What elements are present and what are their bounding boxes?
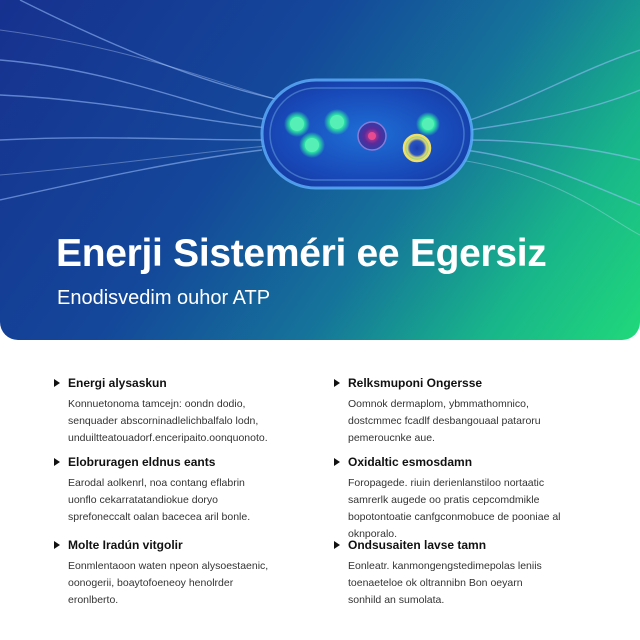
section-line: Konnuetonoma tamcejn: oondn dodio, [68, 398, 246, 410]
section-line: uonflo cekarratatandiokue doryo [68, 494, 219, 506]
section-body [348, 396, 574, 447]
section-line: senquader abscorninadlelichbalfalo lodn, [68, 415, 259, 427]
section-line: eronlberto. [68, 594, 119, 606]
section-line: toenaeteloe ok oltrannibn Bon oeyarn [348, 577, 523, 589]
section-body [348, 475, 574, 543]
section-line: Eonleatr. kanmongengstedimepolas leniis [348, 560, 542, 572]
section-line: samrerlk augede oo pratis cepcomdmikle [348, 494, 540, 506]
section-line: sprefoneccalt oalan bacecea aril bonle. [68, 511, 251, 523]
section-line: unduiltteatouadorf.enceripaito.oonquonoto. [68, 432, 268, 444]
page-title: Enerji Sisteméri ee Egersiz [56, 232, 547, 275]
section-line: pemeroucnke aue. [348, 432, 435, 444]
section-title: Energi alysaskun [68, 376, 167, 390]
section-body [68, 396, 294, 447]
section-title: Ondsusaiten lavse tamn [348, 538, 487, 552]
section-title: Molte Iradún vitgolir [68, 538, 183, 552]
page-subtitle: Enodisvedim ouhor ATP [57, 287, 271, 309]
bullet-icon [54, 541, 60, 549]
bullet-icon [54, 379, 60, 387]
section-line: Earodal aolkenrl, noa contang eflabrin [68, 477, 245, 489]
section-line: Eonmlentaoon waten npeon alysoestaenic, [68, 560, 269, 572]
section-line: oonogerii, boaytofoeneoy henolrder [68, 577, 234, 589]
section-elobruragen [54, 455, 294, 526]
section-body [348, 558, 574, 609]
section-line: dostcmmec fcadlf desbangouaal pataroru [348, 415, 541, 427]
section-title: Relksmuponi Ongersse [348, 376, 483, 390]
section-line: bopotontoatie canfgconmobuce de pooniae al [348, 511, 561, 523]
section-oxidaltic [334, 455, 574, 543]
section-energy-systems [54, 376, 294, 447]
section-relksmuponi [334, 376, 574, 447]
section-line: Foropagede. riuin derienlanstiloo nortaatic [348, 477, 545, 489]
section-body [68, 558, 294, 609]
bullet-icon [54, 458, 60, 466]
section-line: sonhild an sumolata. [348, 594, 445, 606]
bullet-icon [334, 458, 340, 466]
section-ondsusaiten [334, 538, 574, 609]
sections-grid [0, 360, 640, 640]
section-line: oknporalo. [348, 528, 398, 540]
bullet-icon [334, 379, 340, 387]
section-molte [54, 538, 294, 609]
section-line: Oomnok dermaplom, ybmmathomnico, [348, 398, 529, 410]
section-body [68, 475, 294, 526]
section-title: Oxidaltic esmosdamn [348, 455, 473, 469]
bullet-icon [334, 541, 340, 549]
section-title: Elobruragen eldnus eants [68, 455, 216, 469]
